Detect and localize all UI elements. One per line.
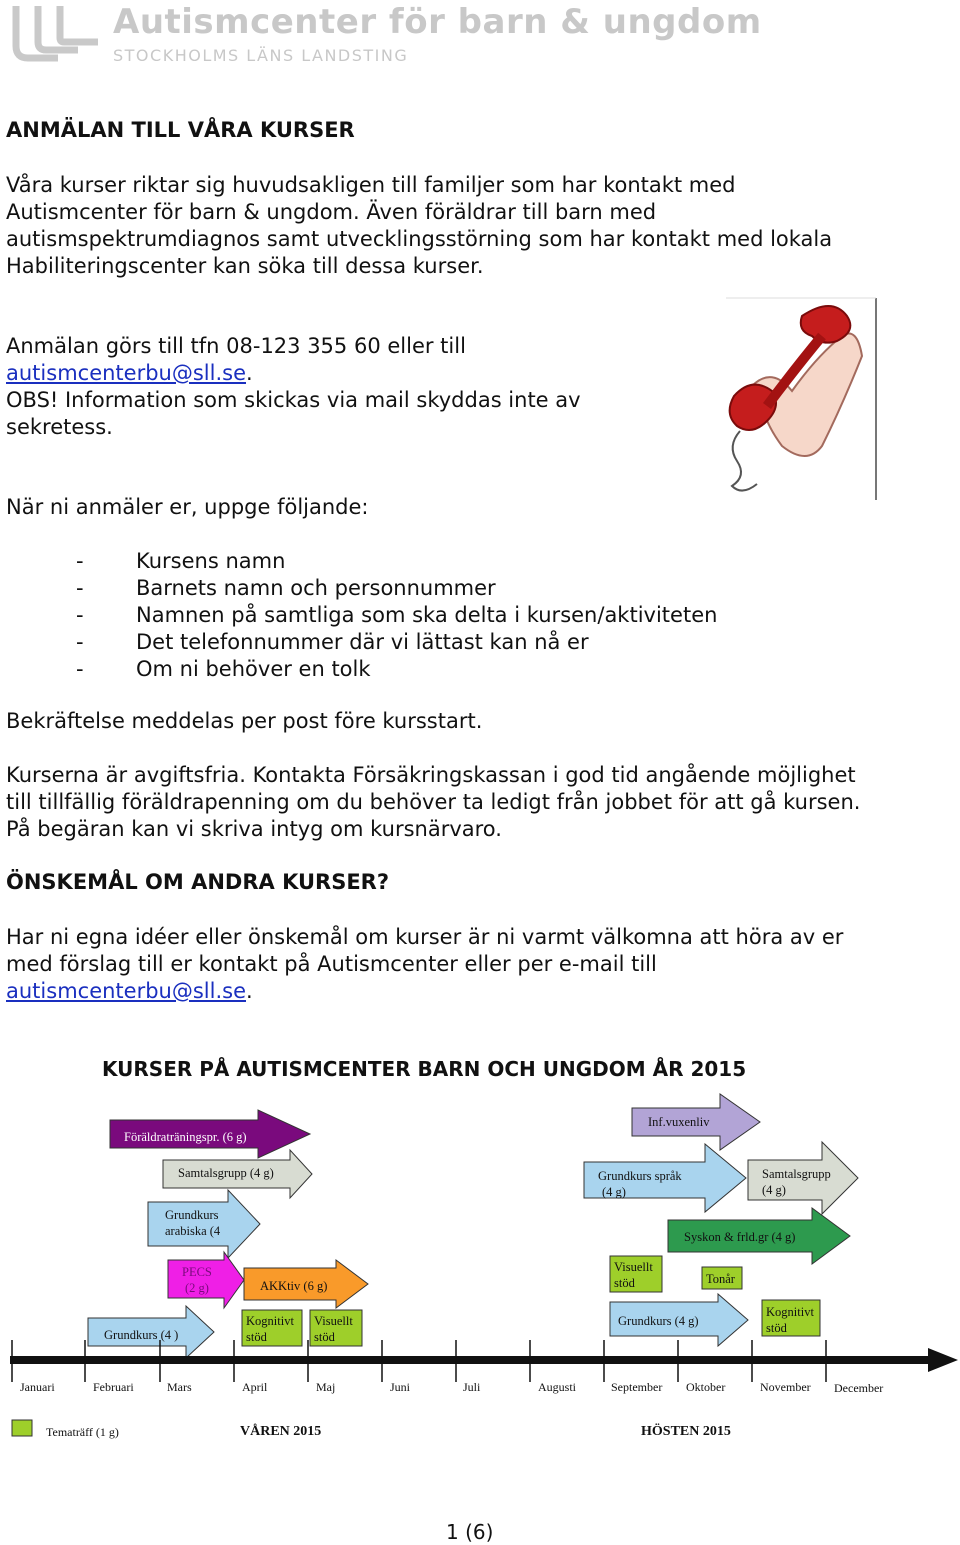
label-tonar: Tonår xyxy=(706,1272,735,1286)
month-label: December xyxy=(834,1381,884,1395)
fees-line: På begäran kan vi skriva intyg om kursnärvaro. xyxy=(6,817,502,841)
telephone-illustration xyxy=(722,296,880,502)
month-label: Mars xyxy=(167,1380,192,1394)
punctuation: . xyxy=(246,979,253,1003)
list-item: - Det telefonnummer där vi lättast kan nå er xyxy=(76,630,589,654)
brand-title: Autismcenter för barn & ungdom xyxy=(113,2,762,42)
obs-line: sekretess. xyxy=(6,415,113,439)
intro-line: Habiliteringscenter kan söka till dessa kurser. xyxy=(6,254,484,278)
label-grundkurs-2: Grundkurs (4 g) xyxy=(618,1314,699,1328)
wishes-line: med förslag till er kontakt på Autismcenter eller per e-mail till xyxy=(6,952,657,976)
month-label: Februari xyxy=(93,1380,134,1394)
label-kognitivt-stod-1: Kognitivt stöd xyxy=(246,1314,294,1344)
wishes-paragraph xyxy=(6,924,956,1005)
intro-line: Våra kurser riktar sig huvudsakligen till familjer som har kontakt med xyxy=(6,173,736,197)
label-grundkurs-sprak: Grundkurs språk (4 g) xyxy=(598,1169,682,1199)
schedule-svg xyxy=(0,1090,960,1460)
label-inf-vuxenliv: Inf.vuxenliv xyxy=(648,1115,710,1129)
season-autumn: HÖSTEN 2015 xyxy=(641,1424,731,1439)
page-heading: ANMÄLAN TILL VÅRA KURSER xyxy=(6,118,355,142)
legend-swatch xyxy=(12,1420,32,1436)
month-label: Juli xyxy=(463,1380,481,1394)
label-visuellt-stod-2: Visuellt stöd xyxy=(314,1314,353,1344)
confirmation-text: Bekräftelse meddelas per post före kursstart. xyxy=(6,709,483,733)
logo xyxy=(8,2,103,64)
fees-line: till tillfällig föräldrapenning om du behöver ta ledigt från jobbet för att gå kursen. xyxy=(6,790,861,814)
schedule-title: KURSER PÅ AUTISMCENTER BARN OCH UNGDOM ÅR 2015 xyxy=(102,1057,747,1081)
fees-line: Kurserna är avgiftsfria. Kontakta Försäkringskassan i god tid angående möjlighet xyxy=(6,763,856,787)
contact-line: Anmälan görs till tfn 08-123 355 60 eller till xyxy=(6,334,466,358)
month-label: September xyxy=(611,1380,663,1394)
intro-line: autismspektrumdiagnos samt utvecklingsstörning som har kontakt med lokala xyxy=(6,227,833,251)
label-akktiv: AKKtiv (6 g) xyxy=(260,1279,328,1293)
month-label: April xyxy=(242,1380,268,1394)
season-spring: VÅREN 2015 xyxy=(240,1424,322,1439)
label-visuellt-stod-1: Visuellt stöd xyxy=(614,1260,653,1290)
month-label: Oktober xyxy=(686,1380,726,1394)
list-item: - Om ni behöver en tolk xyxy=(76,657,371,681)
list-item: - Kursens namn xyxy=(76,549,286,573)
obs-line: OBS! Information som skickas via mail skyddas inte av xyxy=(6,388,581,412)
email-link[interactable]: autismcenterbu@sll.se xyxy=(6,361,246,385)
month-label: Juni xyxy=(390,1380,411,1394)
timeline-bar xyxy=(10,1356,930,1364)
label-samtalsgrupp-1: Samtalsgrupp (4 g) xyxy=(178,1166,274,1180)
email-link[interactable]: autismcenterbu@sll.se xyxy=(6,979,246,1003)
course-schedule-diagram xyxy=(0,1090,960,1460)
month-label: Januari xyxy=(20,1380,55,1394)
list-intro: När ni anmäler er, uppge följande: xyxy=(6,495,369,519)
label-grundkurs-arabiska: Grundkurs arabiska (4 xyxy=(165,1208,221,1238)
timeline-arrowhead xyxy=(928,1348,958,1372)
punctuation: . xyxy=(246,361,253,385)
intro-paragraph xyxy=(6,172,946,280)
label-foraldratraning: Föräldraträningspr. (6 g) xyxy=(124,1130,247,1144)
intro-line: Autismcenter för barn & ungdom. Även föräldrar till barn med xyxy=(6,200,657,224)
label-pecs: PECS (2 g) xyxy=(182,1265,212,1295)
brand-subtitle: STOCKHOLMS LÄNS LANDSTING xyxy=(113,46,409,65)
month-label: Maj xyxy=(316,1380,336,1394)
label-grundkurs-1: Grundkurs (4 ) xyxy=(104,1328,179,1342)
month-label: Augusti xyxy=(538,1380,577,1394)
contact-block xyxy=(6,333,706,441)
list-item: - Barnets namn och personnummer xyxy=(76,576,496,600)
legend-label: Tematräff (1 g) xyxy=(46,1425,119,1439)
page-number: 1 (6) xyxy=(446,1520,494,1544)
phone-handset-icon xyxy=(722,296,880,502)
label-samtalsgrupp-2: Samtalsgrupp (4 g) xyxy=(762,1167,831,1197)
logo-mark-icon xyxy=(8,2,103,64)
fees-paragraph xyxy=(6,762,956,843)
label-kognitivt-stod-2: Kognitivt stöd xyxy=(766,1305,814,1335)
list-item: - Namnen på samtliga som ska delta i kursen/aktiviteten xyxy=(76,603,718,627)
wishes-line: Har ni egna idéer eller önskemål om kurser är ni varmt välkomna att höra av er xyxy=(6,925,844,949)
registration-list xyxy=(6,548,906,683)
label-syskon: Syskon & frld.gr (4 g) xyxy=(684,1230,796,1244)
wishes-heading: ÖNSKEMÅL OM ANDRA KURSER? xyxy=(6,870,390,894)
month-label: November xyxy=(760,1380,811,1394)
